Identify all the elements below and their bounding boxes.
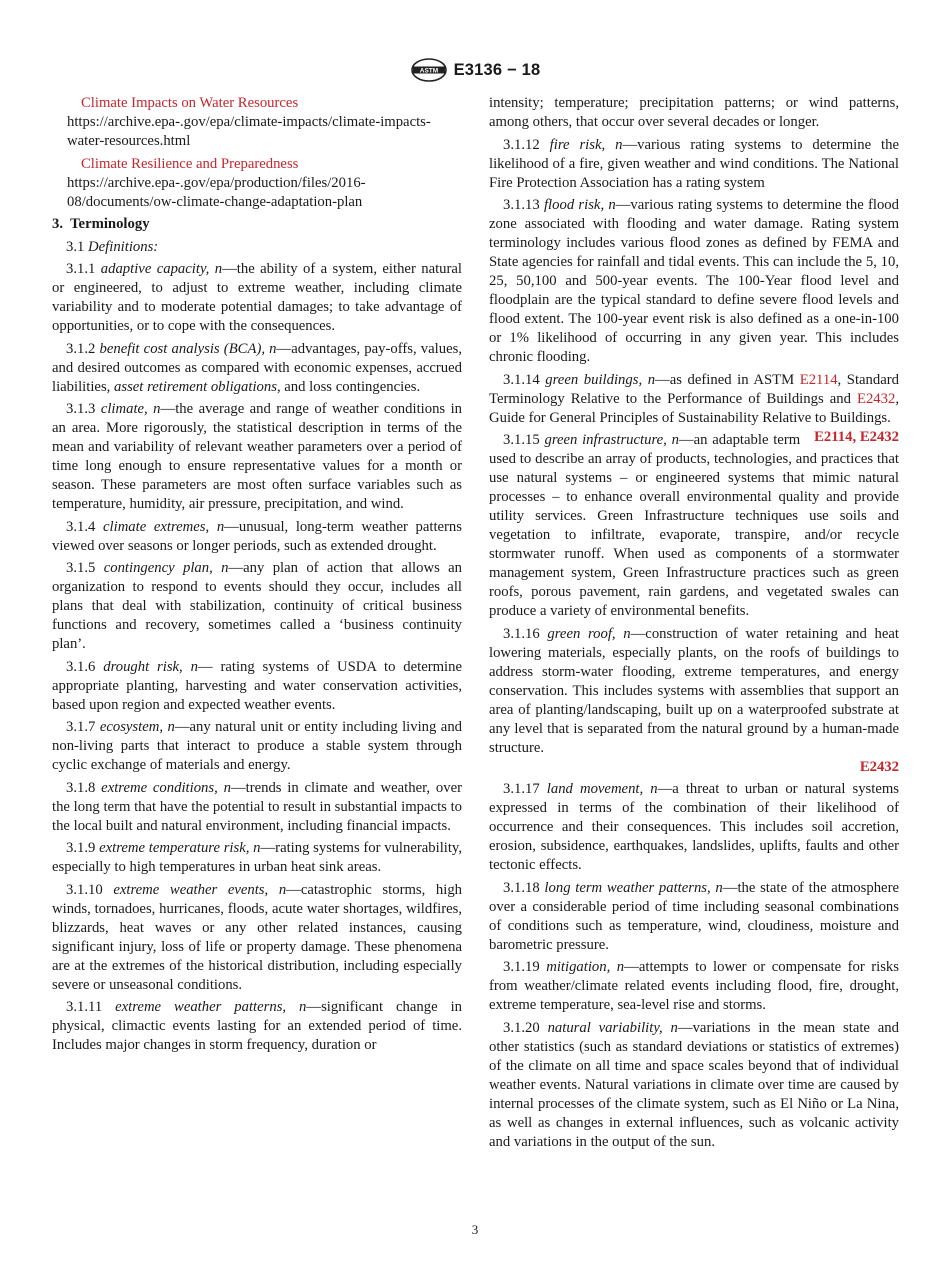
term-definition: 3.1.20 natural variability, n—variations in the mean state and other statistics (such as standard deviations or statistics of extremes) of the climate on all time and space scales beyond that of individual weather events. Natural variations in climate over time are caused by internal processes of the climate system, such as El Niño or La Nina, as well as changes in external influences, such as volcanic activity and variations in the output of the sun.: [489, 1019, 899, 1150]
term-definition: 3.1.3 climate, n—the average and range of weather conditions in an area. More rigorously, the statistical description in terms of the mean and variability of relevant weather parameters over a period of time long enough to ensure representative values for a month or season. These parameters are most often surface variables such as temperature, humidity, air pressure, precipitation, and wind.: [52, 401, 462, 512]
page-number: 3: [471, 1222, 479, 1237]
page-header: [0, 57, 950, 83]
continued-text: intensity; temperature; precipitation patterns; or wind patterns, among others, that occur over several decades or longer.: [489, 95, 899, 130]
term-definition: 3.1.18 long term weather patterns, n—the state of the atmosphere over a considerable period of time including seasonal combinations of conditions such as temperature, wind, cloudiness, moisture and barometric pressure.: [489, 879, 899, 953]
reference-url[interactable]: https://archive.epa-.gov/epa/climate-impacts/climate-impacts-water-resources.html: [67, 114, 431, 149]
term-definition: 3.1.16 green roof, n—construction of water retaining and heat lowering materials, especially plants, on the roofs of buildings to address storm-water flooding, extreme temperatures, and energy conservation. This includes systems with assemblies that support an area of planting/landscaping, built up on a waterproofed substrate at any level that is separated from the natural ground by a human-made structure. E2432: [489, 625, 899, 775]
definitions-subheading: 3.1 Definitions:: [66, 238, 159, 255]
reference-entry: [52, 155, 462, 212]
term-definition: 3.1.7 ecosystem, n—any natural unit or entity including living and non-living parts that interact to produce a stable system through cyclic exchange of materials and energy.: [52, 719, 463, 773]
term-definition: 3.1.2 benefit cost analysis (BCA), n—advantages, pay-offs, values, and desired outcomes as compared with economic expenses, accrued liabilities, asset retirement obligations, and loss contingencies.: [52, 340, 462, 395]
term-definition: 3.1.5 contingency plan, n—any plan of action that allows an organization to respond to events should they occur, includes all plans that deal with stabilization, continuity of critical business functions and recovery, sometimes called a ‘business continuity plan’.: [52, 560, 462, 652]
section-heading: 3. Terminology: [52, 216, 150, 232]
reference-title: Climate Impacts on Water Resources: [81, 95, 299, 111]
term-definition: 3.1.12 fire risk, n—various rating systems to determine the likelihood of a fire, given weather and wind conditions. The National Fire Protection Association has a rating system: [489, 136, 899, 191]
reference-url[interactable]: https://archive.epa-.gov/epa/production/files/2016-08/documents/ow-climate-change-adaptation-plan: [67, 174, 366, 210]
term-definition: 3.1.13 flood risk, n—various rating systems to determine the flood zone associated with flooding and water damage. Rating system terminology includes various flood zones as defined by FEMA and State agencies for rainfall and tidal events. This can include the 5, 10, 25, 50,100 and 500-year events. The 100-Year flood level and floodplain are the typical standard to define severe flood levels and flood extent. The 100-year event risk is also defined as a one-in-100 or 1% likelihood of occurring in any given year. This includes chronic flooding.: [489, 197, 899, 365]
term-definition: 3.1.15 green infrastructure, n—an adaptable term used to describe an array of products, technologies, and practices that use natural systems – or engineered systems that mimic natural processes – to enhance overall environmental quality and provide utility services. Green Infrastructure techniques use soils and vegetation to infiltrate, evaporate, transpire, and/or recycle stormwater runoff. When used as components of a stormwater management system, Green Infrastructure practices such as green roofs, porous pavement, rain gardens, and vegetated swales can produce a variety of environmental benefits.: [489, 432, 899, 619]
standard-link[interactable]: E2114: [799, 371, 838, 388]
term-definition: 3.1.11 extreme weather patterns, n—significant change in physical, climactic events lasting for an extended period of time. Includes major changes in storm frequency, duration or: [52, 999, 463, 1053]
term-definition: 3.1.17 land movement, n—a threat to urban or natural systems expressed in terms of the combination of their likelihood of occurrence and their consequences. This includes soil accretion, erosion, subsidence, earthquakes, landslides, uplifts, faults and other tectonic effects.: [489, 781, 899, 873]
term-definition: 3.1.10 extreme weather events, n—catastrophic storms, high winds, tornadoes, hurricanes, floods, acute water shortages, wildfires, blizzards, heat waves or any other related instances, causing significant injury, loss of life or property damage. These phenomena are at the extremes of the historical distribution, including especially severe or unseasonal conditions.: [52, 881, 463, 993]
astm-logo-icon: [410, 58, 448, 82]
reference-entry: [52, 94, 462, 151]
term-definition: 3.1.8 extreme conditions, n—trends in climate and weather, over the long term that have the potential to result in substantial impacts to the local built and natural environment, including financial impacts.: [52, 779, 462, 834]
source-tag[interactable]: E2114, E2432: [814, 428, 899, 445]
term-definition: 3.1.6 drought risk, n— rating systems of USDA to determine appropriate planting, harvesting and water conservation activities, based upon region and expected weather events.: [52, 658, 462, 713]
left-column: [52, 94, 462, 1059]
term-definition: 3.1.19 mitigation, n—attempts to lower or compensate for risks from weather/climate related events including flood, fire, drought, extreme temperature, sea-level rise and storms.: [489, 959, 899, 1013]
source-tag[interactable]: E2432: [859, 758, 899, 775]
svg-text:ASTM: ASTM: [419, 67, 438, 75]
right-column: [489, 94, 899, 1155]
reference-title: Climate Resilience and Preparedness: [81, 155, 299, 172]
term-definition: 3.1.1 adaptive capacity, n—the ability of a system, either natural or engineered, to adjust to extreme weather, including climate variability and to moderate potential damages; to take advantage of opportunities, or to cope with the consequences.: [52, 261, 462, 334]
term-definition: 3.1.4 climate extremes, n—unusual, long-term weather patterns viewed over seasons or longer periods, such as extended drought.: [52, 518, 462, 554]
term-definition: 3.1.14 green buildings, n—as defined in ASTM E2114, Standard Terminology Relative to the Performance of Buildings and E2432, Guide for General Principles of Sustainability Relative to Buildings. E2114, E2432: [489, 371, 900, 445]
standard-designation: E3136 − 18: [453, 60, 541, 79]
standard-link[interactable]: E2432: [856, 390, 896, 407]
term-definition: 3.1.9 extreme temperature risk, n—rating systems for vulnerability, especially to high temperatures in urban heat sink areas.: [52, 840, 462, 875]
